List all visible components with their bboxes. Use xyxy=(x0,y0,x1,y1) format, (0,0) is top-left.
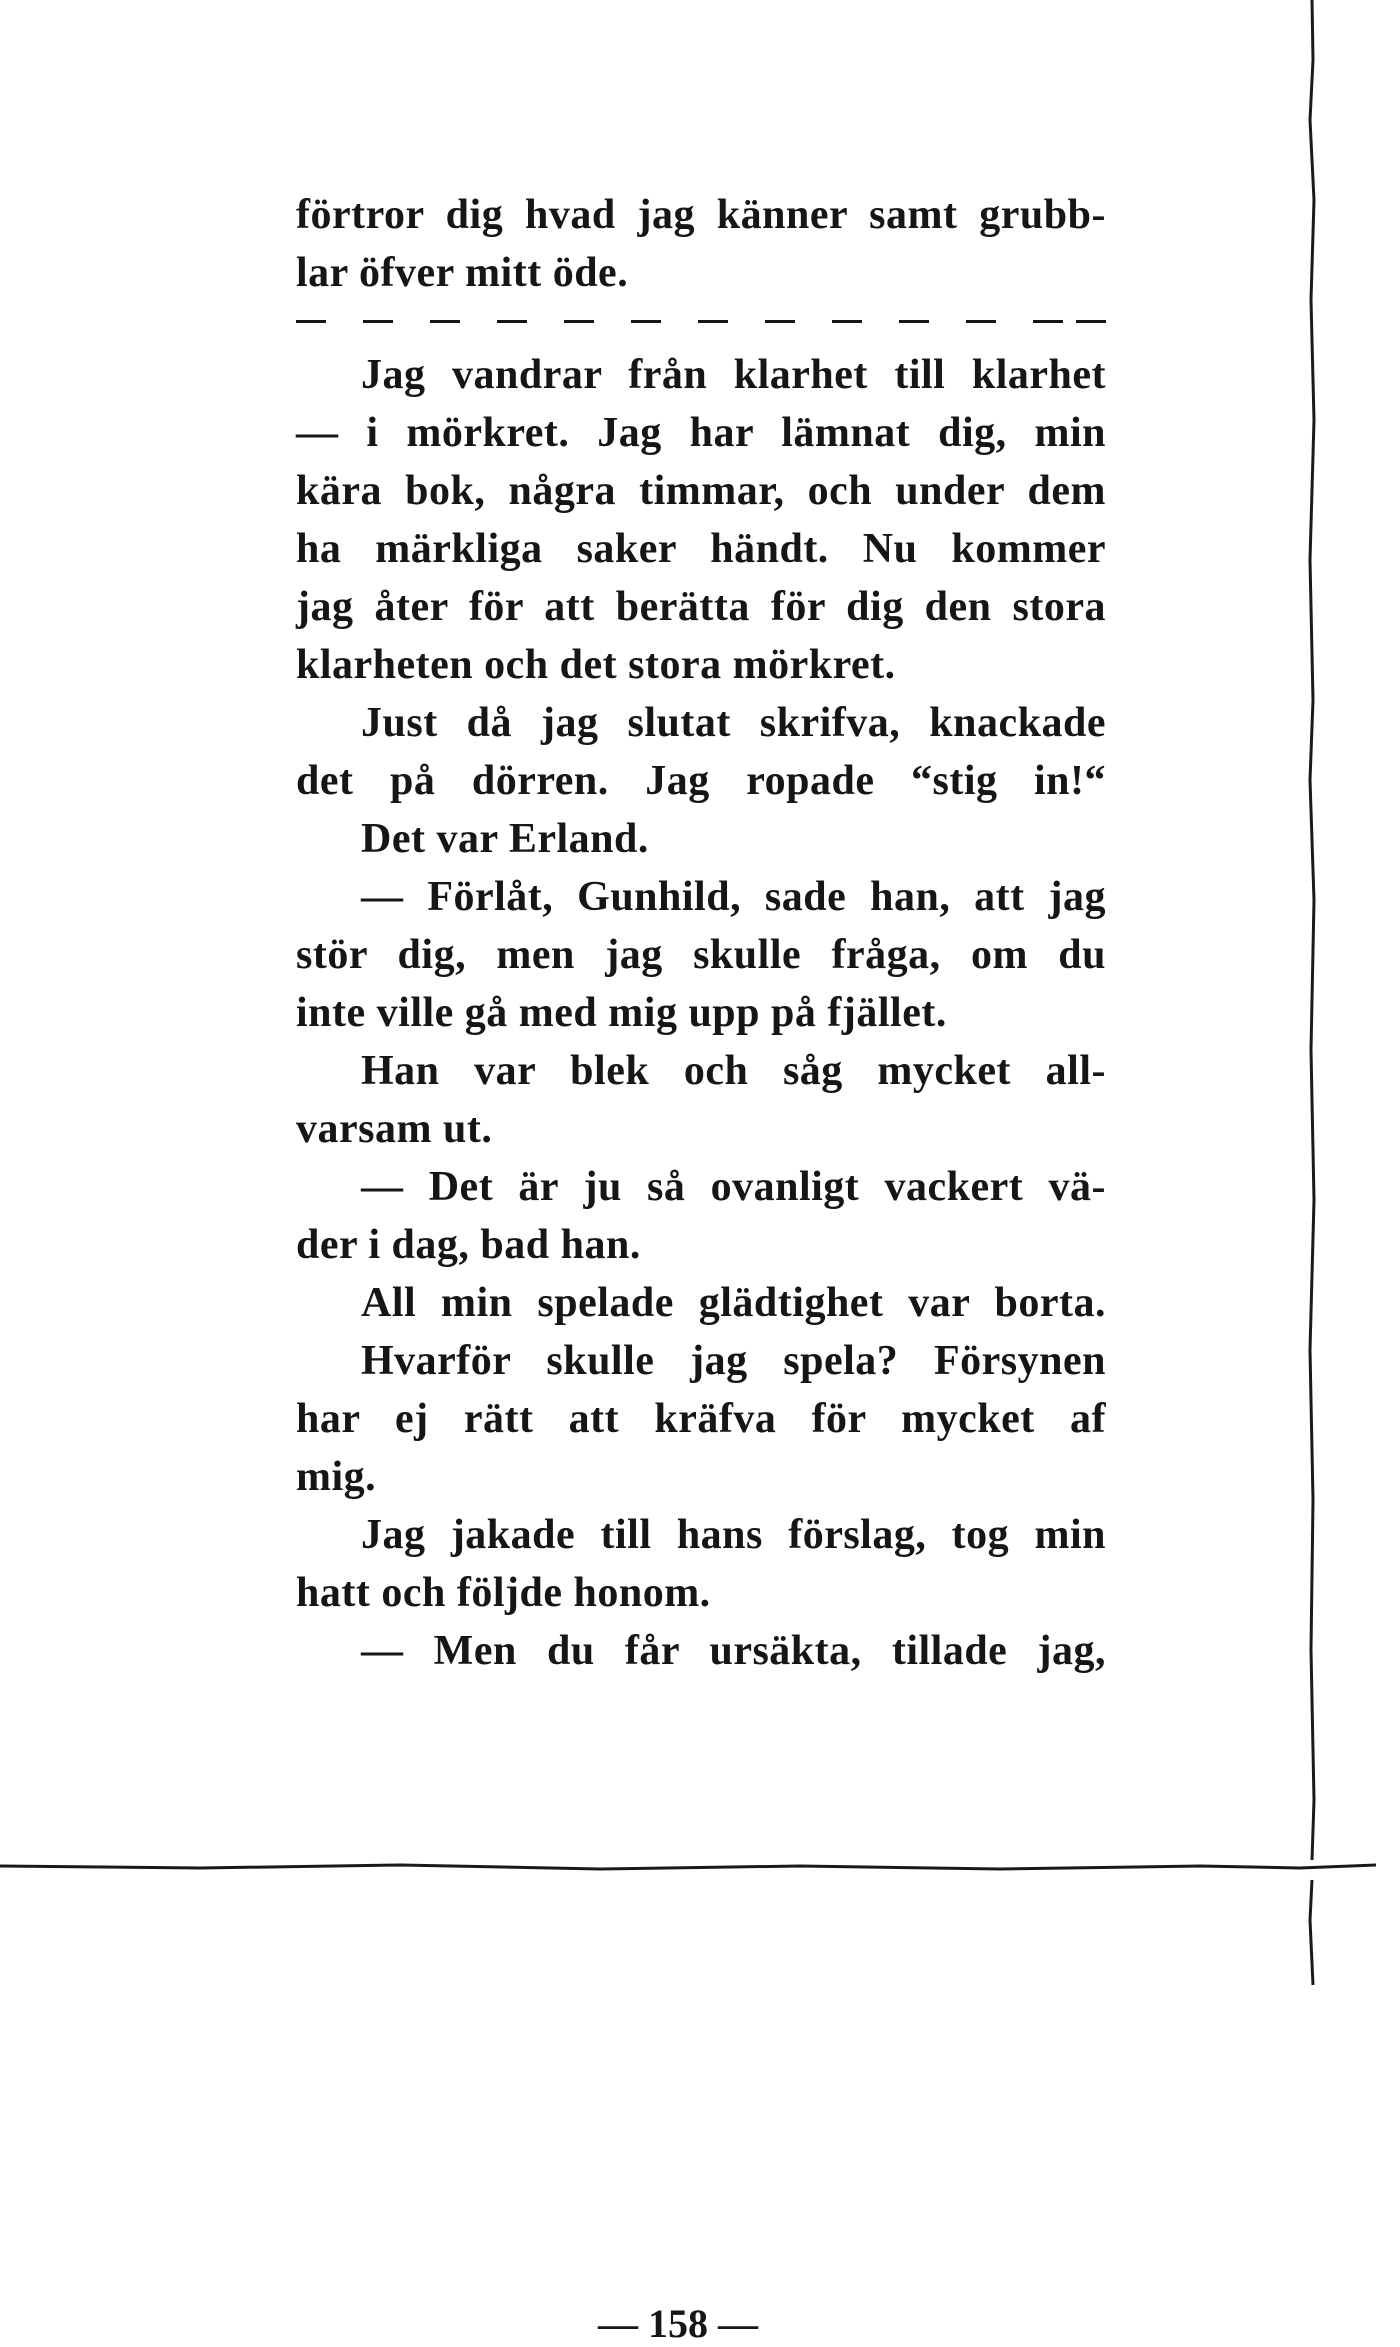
text-line: hatt och följde honom. xyxy=(296,1570,711,1616)
text-line: Jag vandrar från klarhet till klarhet xyxy=(361,352,1106,398)
text-line: inte ville gå med mig upp på fjället. xyxy=(296,990,947,1036)
text-line: Jag jakade till hans förslag, tog min xyxy=(361,1512,1106,1558)
text-line: klarheten och det stora mörkret. xyxy=(296,642,896,688)
text-line: lar öfver mitt öde. xyxy=(296,250,629,296)
text-line: har ej rätt att kräfva för mycket af xyxy=(296,1396,1106,1442)
body-text xyxy=(296,186,1106,1680)
text-line: Han var blek och såg mycket all- xyxy=(361,1048,1106,1094)
text-line: varsam ut. xyxy=(296,1106,493,1152)
section-break xyxy=(296,302,1106,346)
text-line: jag åter för att berätta för dig den stora xyxy=(296,584,1106,630)
text-line: All min spelade glädtighet var borta. xyxy=(361,1280,1106,1326)
text-line: stör dig, men jag skulle fråga, om du xyxy=(296,932,1106,978)
text-line: — Men du får ursäkta, tillade jag, xyxy=(361,1628,1106,1674)
text-line: mig. xyxy=(296,1454,377,1500)
text-line: — Förlåt, Gunhild, sade han, att jag xyxy=(361,874,1106,920)
text-line: — Det är ju så ovanligt vackert vä- xyxy=(361,1164,1106,1210)
text-line: ha märkliga saker händt. Nu kommer xyxy=(296,526,1106,572)
text-line: kära bok, några timmar, och under dem xyxy=(296,468,1106,514)
text-line: Det var Erland. xyxy=(361,816,649,862)
text-line: Just då jag slutat skrifva, knackade xyxy=(361,700,1106,746)
text-line: Hvarför skulle jag spela? Försynen xyxy=(361,1338,1106,1384)
text-line: der i dag, bad han. xyxy=(296,1222,641,1268)
text-line: förtror dig hvad jag känner samt grubb- xyxy=(296,192,1106,238)
text-line: det på dörren. Jag ropade “stig in!“ xyxy=(296,758,1106,804)
text-line: — i mörkret. Jag har lämnat dig, min xyxy=(296,410,1106,456)
page-number: — 158 — xyxy=(598,2301,758,2346)
